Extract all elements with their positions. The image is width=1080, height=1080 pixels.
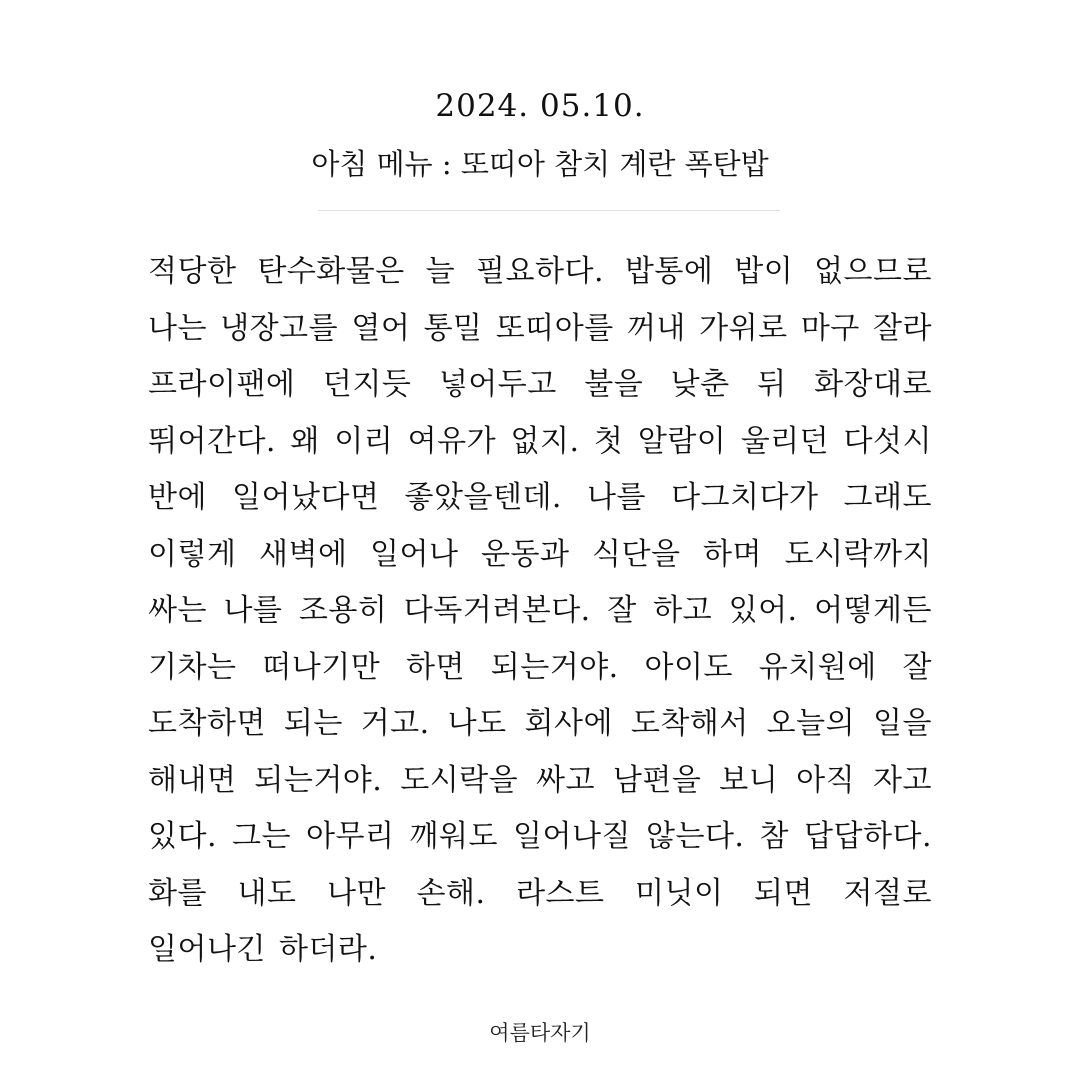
author-signature: 여름타자기	[489, 1021, 591, 1045]
diary-body-text: 적당한 탄수화물은 늘 필요하다. 밥통에 밥이 없으므로 나는 냉장고를 열어 통밀 또띠아를 꺼내 가위로 마구 잘라 프라이팬에 던지듯 넣어두고 불을 낮춘 뒤 화장대로 뛰어간다. 왜 이리 여유가 없지. 첫 알람이 울리던 다섯시 반에 일어났다면 좋았을텐데. 나를 다그치다가 그래도 이렇게 새벽에 일어나 운동과 식단을 하며 도시락까지 싸는 나를 조용히 다독거려본다. 잘 하고 있어. 어떻게든 기차는 떠나기만 하면 되는거야. 아이도 유치원에 잘 도착하면 되는 거고. 나도 회사에 도착해서 오늘의 일을 해내면 되는거야. 도시락을 싸고 남편을 보니 아직 자고 있다. 그는 아무리 깨워도 일어나질 않는다. 참 답답하다. 화를 내도 나만 손해. 라스트 미닛이 되면 저절로 일어나긴 하더라.	[148, 254, 932, 967]
menu-title: 아침 메뉴 : 또띠아 참치 계란 폭탄밥	[311, 147, 769, 181]
divider	[318, 210, 780, 211]
post-date: 2024. 05.10.	[435, 88, 645, 124]
